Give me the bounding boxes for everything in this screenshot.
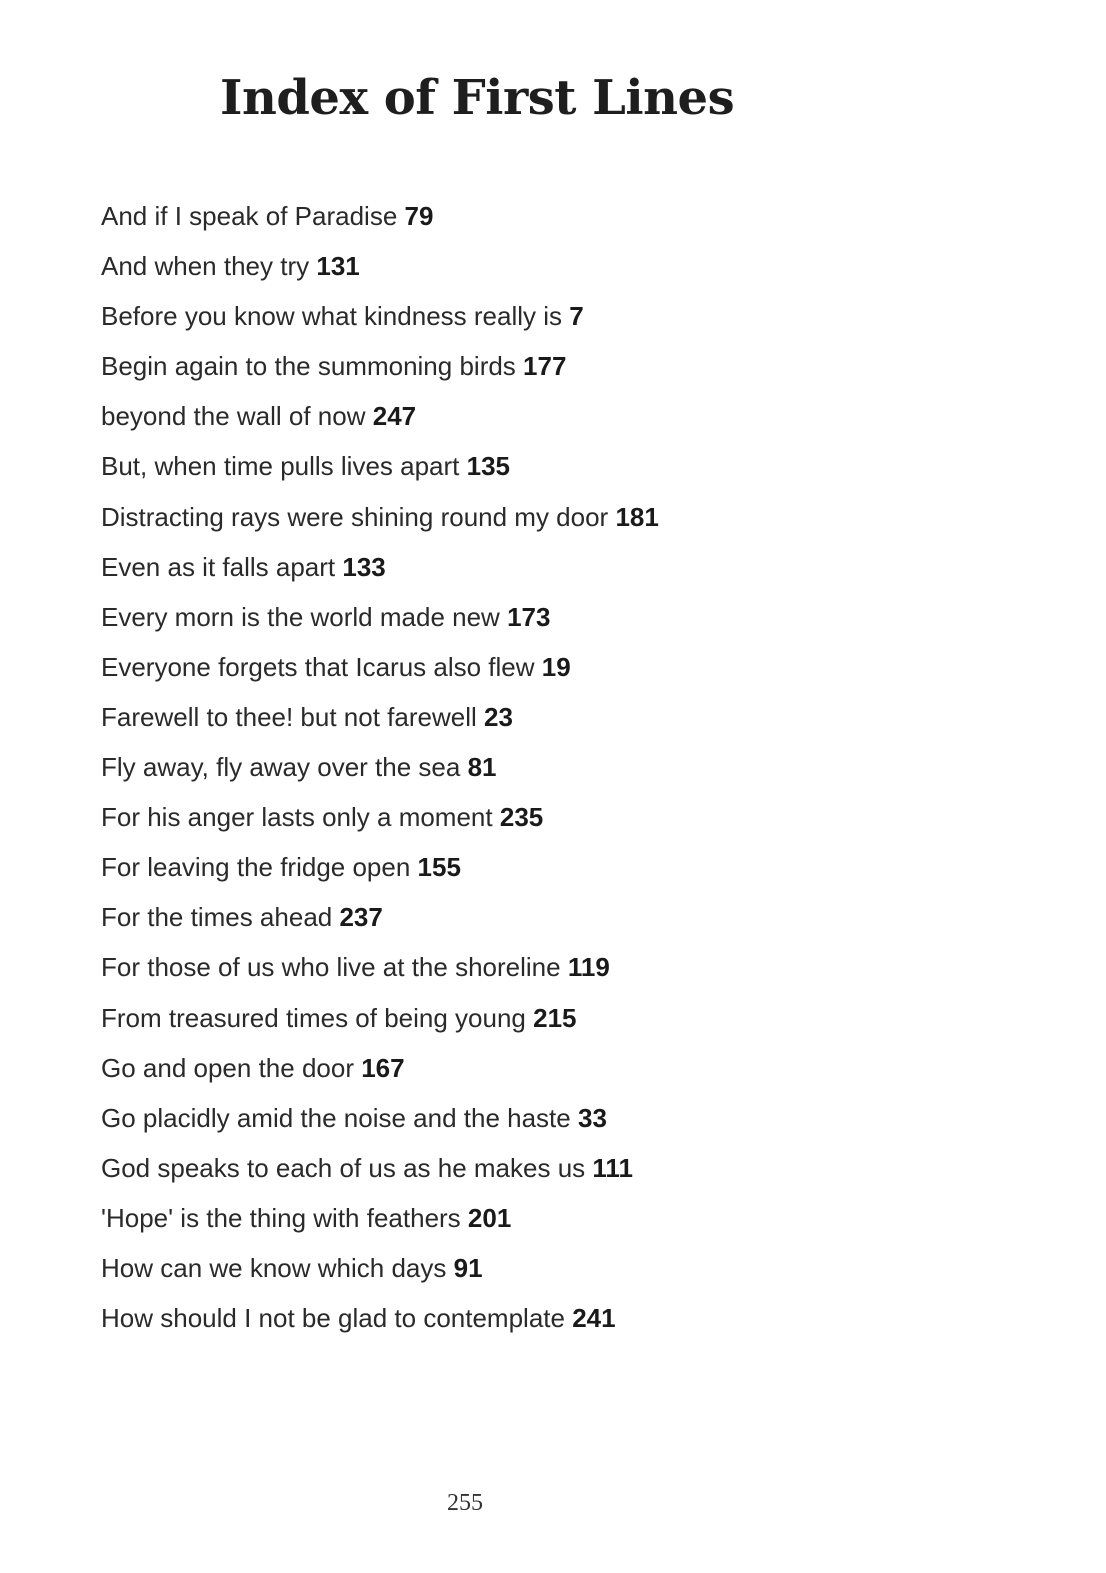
page-reference: 155 bbox=[417, 852, 461, 883]
first-line-text: Even as it falls apart bbox=[101, 551, 336, 582]
first-line-text: And if I speak of Paradise bbox=[101, 201, 398, 231]
index-entry bbox=[101, 346, 659, 396]
page-reference: 23 bbox=[484, 701, 513, 732]
first-line-text: For leaving the fridge open bbox=[101, 852, 411, 883]
index-entry bbox=[101, 947, 659, 997]
first-line-text: Go and open the door bbox=[101, 1052, 354, 1083]
index-entry bbox=[101, 1048, 659, 1098]
page-reference: 201 bbox=[467, 1202, 512, 1233]
first-line-text: God speaks to each of us as he makes us bbox=[101, 1152, 586, 1183]
index-entry bbox=[101, 296, 659, 346]
page-reference: 81 bbox=[467, 752, 497, 783]
index-entry bbox=[101, 196, 659, 246]
first-line-text: Distracting rays were shining round my door bbox=[101, 501, 609, 532]
page-reference: 33 bbox=[577, 1102, 607, 1133]
first-line-text: Every morn is the world made new bbox=[101, 601, 500, 632]
page-reference: 131 bbox=[316, 251, 360, 282]
index-entry bbox=[101, 1248, 659, 1298]
index-entry bbox=[101, 497, 659, 547]
page-reference: 19 bbox=[541, 651, 571, 682]
page-title: Index of First Lines bbox=[220, 70, 735, 126]
page-reference: 215 bbox=[533, 1002, 577, 1033]
first-line-text: beyond the wall of now bbox=[101, 401, 366, 432]
index-entry bbox=[101, 747, 659, 797]
index-entry bbox=[101, 1148, 659, 1198]
first-line-text: Go placidly amid the noise and the haste bbox=[101, 1102, 571, 1133]
page-reference: 177 bbox=[523, 351, 567, 382]
first-line-text: For those of us who live at the shoreline bbox=[101, 952, 561, 983]
first-line-text: How should I not be glad to contemplate bbox=[101, 1303, 565, 1334]
first-line-text: Farewell to thee! but not farewell bbox=[101, 701, 477, 732]
index-entry bbox=[101, 1298, 659, 1348]
page-reference: 241 bbox=[572, 1303, 616, 1334]
page-reference: 133 bbox=[342, 551, 386, 582]
index-entry bbox=[101, 547, 659, 597]
first-line-text: Everyone forgets that Icarus also flew bbox=[101, 651, 535, 682]
index-entry bbox=[101, 897, 659, 947]
index-entry bbox=[101, 597, 659, 647]
first-line-text: But, when time pulls lives apart bbox=[101, 451, 460, 482]
index-entry bbox=[101, 246, 659, 296]
first-line-text: Begin again to the summoning birds bbox=[101, 351, 516, 382]
page-reference: 173 bbox=[507, 601, 551, 632]
first-line-text: 'Hope' is the thing with feathers bbox=[101, 1202, 461, 1233]
index-entry bbox=[101, 647, 659, 697]
page-reference: 91 bbox=[453, 1252, 483, 1283]
index-entry bbox=[101, 797, 659, 847]
page-reference: 111 bbox=[592, 1152, 633, 1183]
first-lines-index bbox=[101, 196, 659, 1348]
page-reference: 135 bbox=[466, 451, 511, 482]
first-line-text: For the times ahead bbox=[101, 902, 333, 933]
index-entry bbox=[101, 446, 659, 496]
first-line-text: From treasured times of being young bbox=[101, 1002, 526, 1033]
index-entry bbox=[101, 1098, 659, 1148]
page-reference: 167 bbox=[361, 1052, 405, 1083]
page-reference: 79 bbox=[404, 201, 434, 231]
first-line-text: Fly away, fly away over the sea bbox=[101, 752, 461, 783]
page-reference: 181 bbox=[615, 501, 659, 532]
index-entry bbox=[101, 847, 659, 897]
index-entry bbox=[101, 1198, 659, 1248]
first-line-text: And when they try bbox=[101, 251, 310, 282]
index-entry bbox=[101, 998, 659, 1048]
index-entry bbox=[101, 697, 659, 747]
page-reference: 235 bbox=[499, 802, 544, 833]
first-line-text: Before you know what kindness really is bbox=[101, 301, 563, 332]
page-number: 255 bbox=[447, 1490, 483, 1516]
page-reference: 237 bbox=[339, 902, 383, 933]
page-reference: 247 bbox=[372, 401, 417, 432]
page-reference: 7 bbox=[569, 301, 584, 332]
first-line-text: For his anger lasts only a moment bbox=[101, 802, 493, 833]
page-reference: 119 bbox=[567, 952, 610, 983]
index-entry bbox=[101, 396, 659, 446]
first-line-text: How can we know which days bbox=[101, 1252, 447, 1283]
